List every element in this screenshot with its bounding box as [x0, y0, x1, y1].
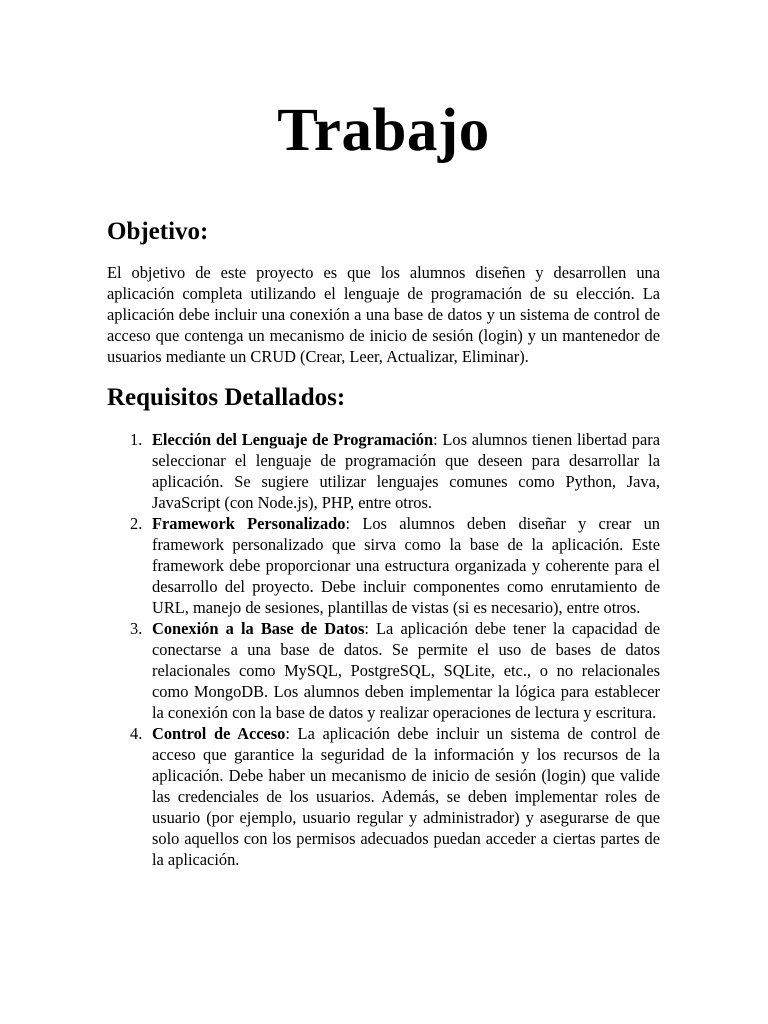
requirement-item-language: [107, 429, 660, 513]
requirement-item-framework: [107, 513, 660, 618]
requirement-item-access-control: [107, 723, 660, 870]
list-number: 3.: [130, 619, 143, 638]
requirement-term: Elección del Lenguaje de Programación: [152, 430, 434, 449]
requirement-item-database: [107, 618, 660, 723]
requirements-heading: Requisitos Detallados:: [107, 384, 346, 411]
objective-paragraph: El objetivo de este proyecto es que los alumnos diseñen y desarrollen una aplicación completa utilizando el lenguaje de programación de su elección. La aplicación debe incluir una conexión a una base de datos y un sistema de control de acceso que contenga un mecanismo de inicio de sesión (login) y un mantenedor de usuarios mediante un CRUD (Crear, Leer, Actualizar, Eliminar).: [107, 263, 660, 366]
requirement-text: : La aplicación debe tener la capacidad de conectarse a una base de datos. Se permite el uso de bases de datos relacionales como MySQL, PostgreSQL, SQLite, etc., o no relacionales como MongoDB. Los alumnos deben implementar la lógica para establecer la conexión con la base de datos y realizar operaciones de lectura y escritura.: [152, 619, 660, 722]
list-number: 1.: [130, 430, 143, 449]
requirement-term: Framework Personalizado: [152, 514, 346, 533]
requirements-list: [107, 429, 660, 870]
list-number: 2.: [130, 514, 143, 533]
requirement-term: Control de Acceso: [152, 724, 286, 743]
list-number: 4.: [130, 724, 143, 743]
document-title: Trabajo: [277, 97, 490, 164]
requirement-text: : La aplicación debe incluir un sistema de control de acceso que garantice la seguridad de la información y los recursos de la aplicación. Debe haber un mecanismo de inicio de sesión (login) que valide las credenciales de los usuarios. Además, se deben implementar roles de usuario (por ejemplo, usuario regular y administrador) y asegurarse de que solo aquellos con los permisos adecuados puedan acceder a ciertas partes de la aplicación.: [152, 724, 660, 869]
requirement-term: Conexión a la Base de Datos: [152, 619, 365, 638]
requirement-text: : Los alumnos deben diseñar y crear un framework personalizado que sirva como la base de la aplicación. Este framework debe proporcionar una estructura organizada y coherente para el desarrollo del proyecto. Debe incluir componentes como enrutamiento de URL, manejo de sesiones, plantillas de vistas (si es necesario), entre otros.: [152, 514, 660, 617]
requirement-text: : Los alumnos tienen libertad para seleccionar el lenguaje de programación que deseen para desarrollar la aplicación. Se sugiere utilizar lenguajes comunes como Python, Java, JavaScript (con Node.js), PHP, entre otros.: [152, 430, 660, 512]
objective-heading: Objetivo:: [107, 218, 209, 245]
